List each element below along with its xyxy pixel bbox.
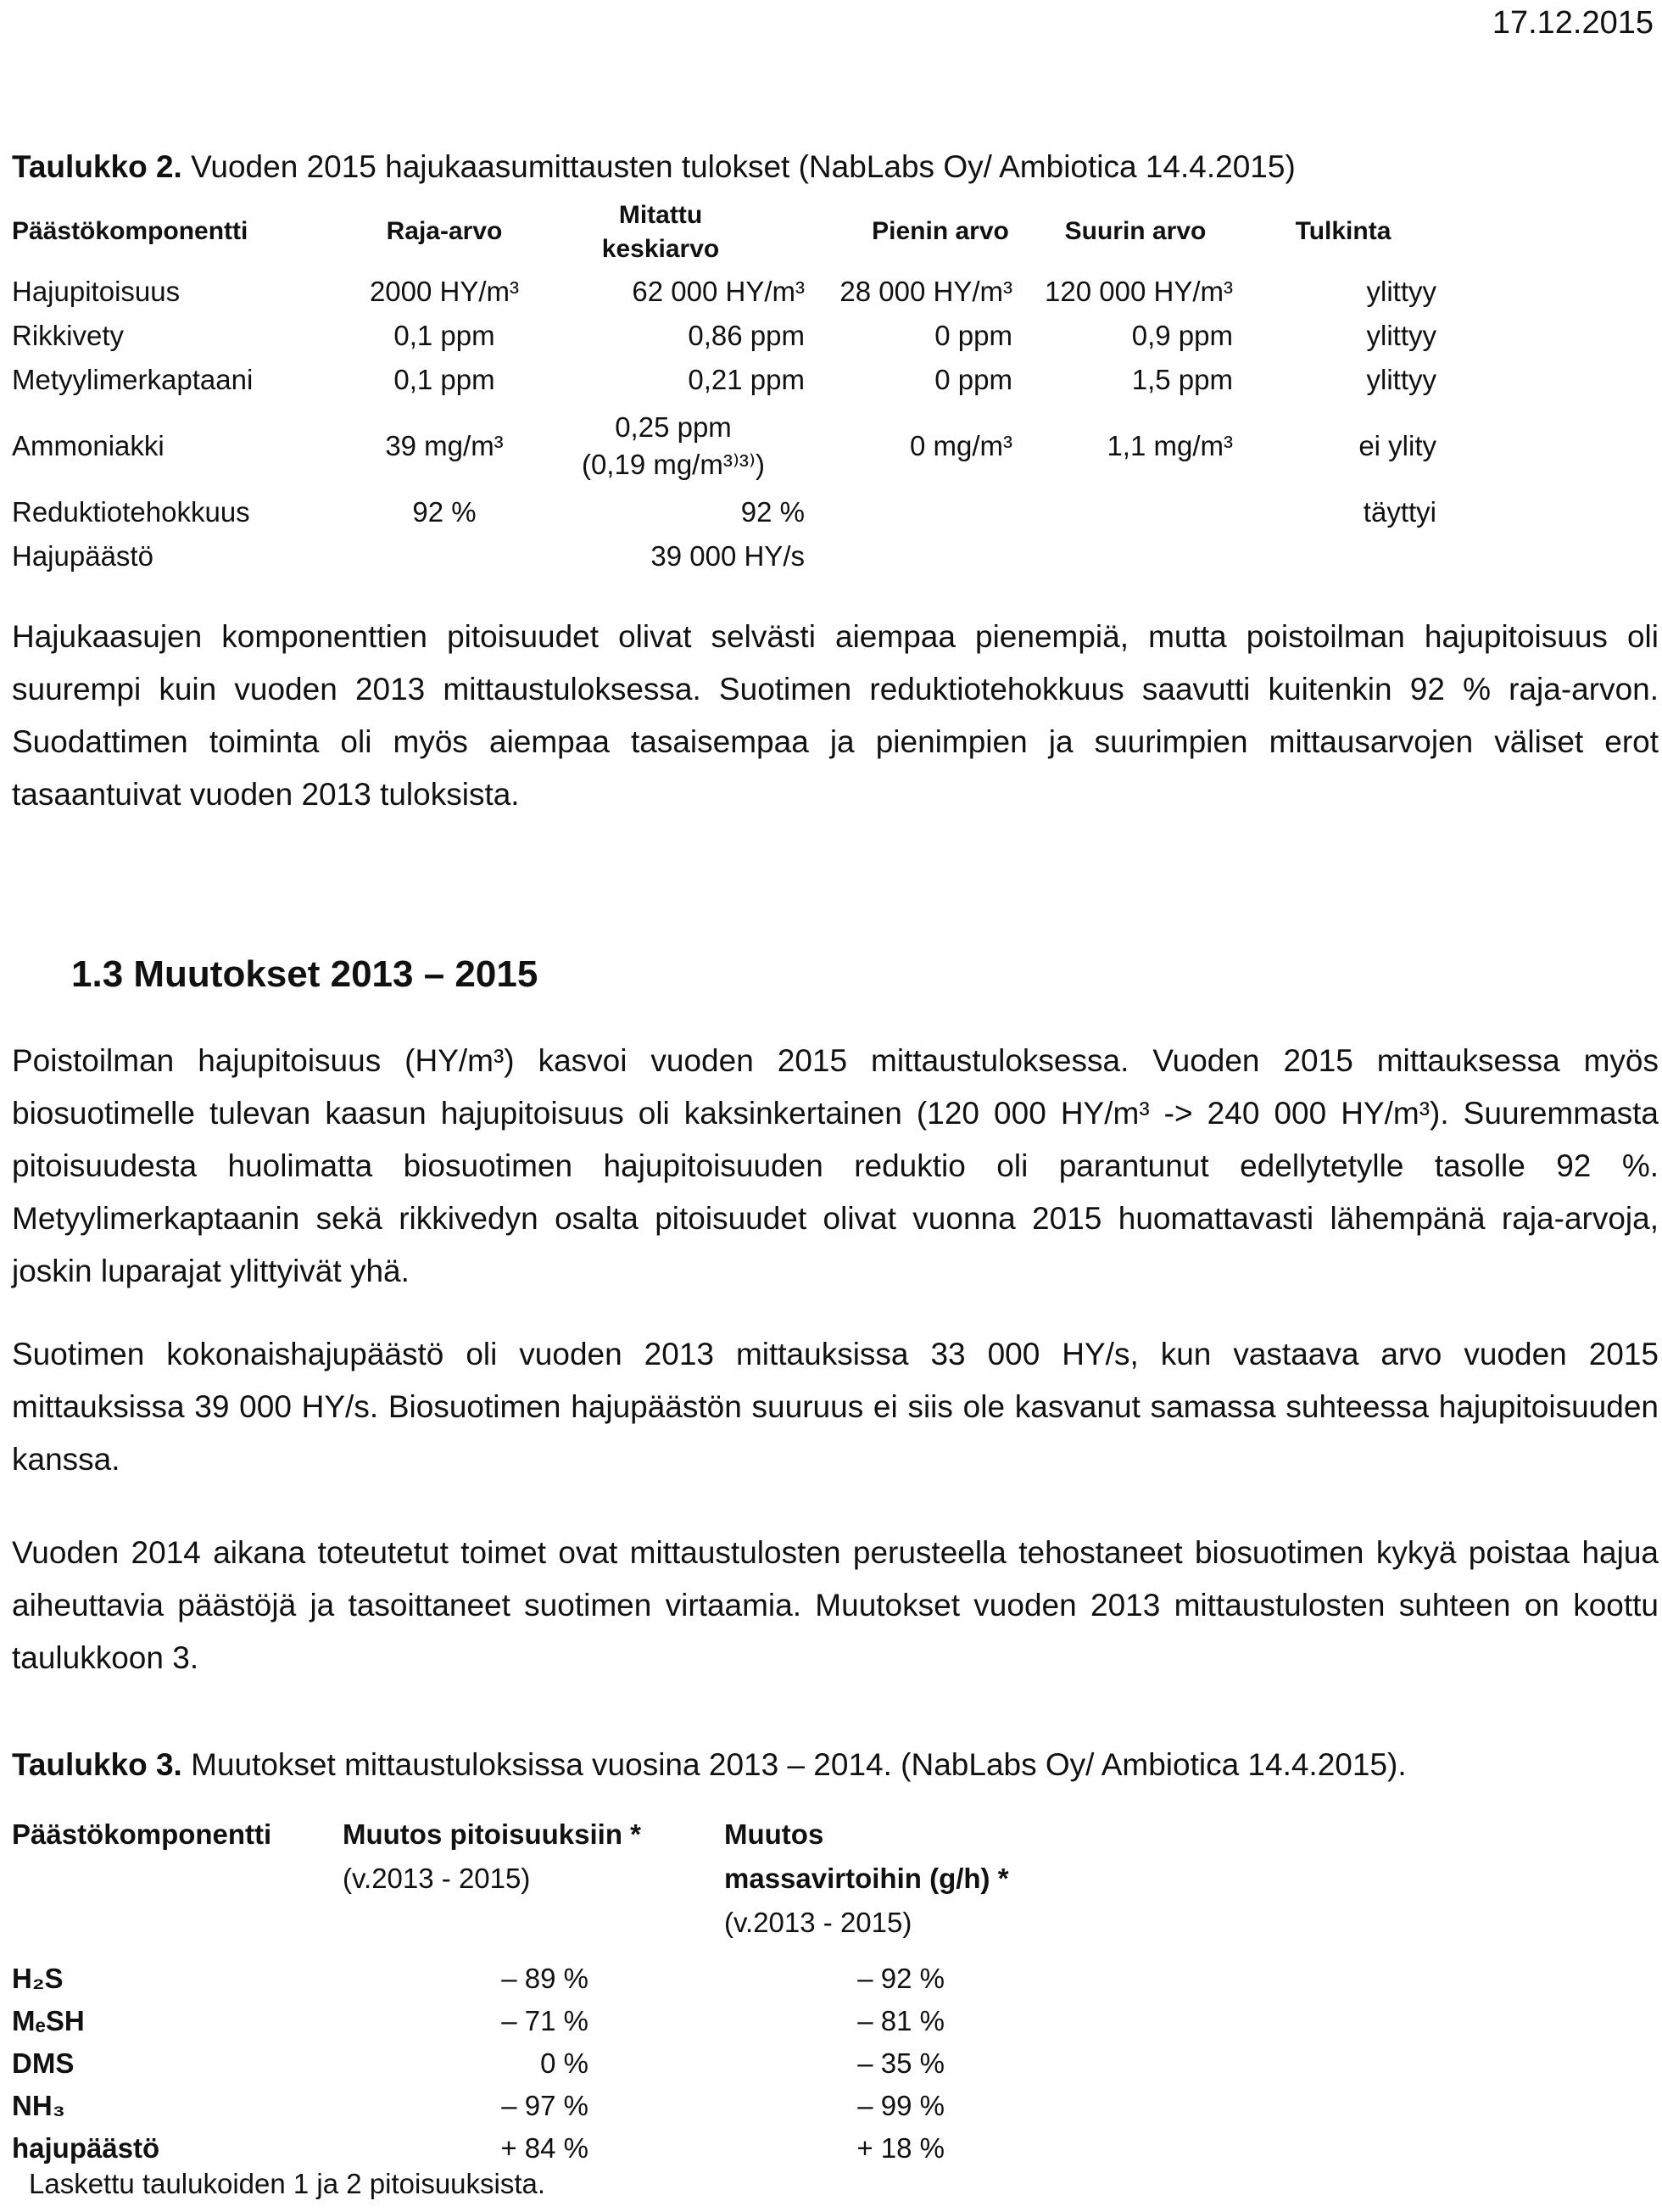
row-limit: 0,1 ppm	[393, 320, 495, 351]
row-conc-change: 0 %	[540, 2047, 588, 2079]
row-max: 1,1 mg/m³	[1107, 430, 1233, 461]
table-row	[12, 2000, 1284, 2042]
row-mean: 39 000 HY/s	[650, 540, 805, 572]
table-row	[12, 402, 1436, 490]
row-mass-change: – 99 %	[857, 2090, 945, 2121]
table3-header-conc-line2: (v.2013 - 2015)	[343, 1863, 531, 1894]
table3-header-conc-line1: Muutos pitoisuuksiin *	[343, 1818, 641, 1850]
row-interpretation: ylittyy	[1366, 276, 1436, 307]
section-heading: 1.3 Muutokset 2013 – 2015	[71, 953, 538, 995]
table2-header-mean-line1: Mitattu	[618, 201, 703, 229]
table3-header	[12, 1810, 1284, 1937]
row-min: 0 ppm	[934, 320, 1012, 351]
row-max: 1,5 ppm	[1131, 364, 1233, 395]
row-mean-line2: (0,19 mg/m³⁾³⁾)	[581, 449, 766, 480]
row-conc-change: – 71 %	[501, 2005, 588, 2036]
page-date: 17.12.2015	[1492, 5, 1654, 41]
table2-caption-text: Vuoden 2015 hajukaasumittausten tulokset (NabLabs Oy/ Ambiotica 14.4.2015)	[181, 149, 1296, 184]
table2-header-mean	[521, 198, 800, 266]
table-row	[12, 534, 1436, 578]
paragraph-2: Poistoilman hajupitoisuus (HY/m³) kasvoi vuoden 2015 mittaustuloksessa. Vuoden 2015 mittauksessa myös biosuotimelle tulevan kaasun hajupitoisuus oli kaksinkertainen (120 000 HY/m³ -> 240 000 HY/m³). Suuremmasta pitoisuudesta huolimatta biosuotimen hajupitoisuuden reduktio oli parantunut edellytetylle tasolle 92 %. Metyylimerkaptaanin sekä rikkivedyn osalta pitoisuudet olivat vuonna 2015 huomattavasti lähempänä raja-arvoja, joskin luparajat ylittyivät yhä.	[12, 1043, 1659, 1288]
row-component: H₂S	[12, 1963, 64, 1994]
row-conc-change: + 84 %	[500, 2132, 588, 2164]
table3-header-mass-line3: (v.2013 - 2015)	[724, 1907, 912, 1938]
row-interpretation: ylittyy	[1366, 364, 1436, 395]
table-row	[12, 490, 1436, 534]
table2-header-max: Suurin arvo	[1064, 217, 1207, 245]
row-min: 0 ppm	[934, 364, 1012, 395]
row-conc-change: – 89 %	[501, 1963, 588, 1994]
row-max: 120 000 HY/m³	[1045, 276, 1233, 307]
row-max: 0,9 ppm	[1131, 320, 1233, 351]
row-mass-change: – 81 %	[857, 2005, 945, 2036]
table3-header-mass-line2: massavirtoihin (g/h) *	[724, 1863, 1009, 1894]
table2-header-limit: Raja-arvo	[386, 217, 503, 245]
paragraph-4: Vuoden 2014 aikana toteutetut toimet ovat mittaustulosten perusteella tehostaneet biosuotimen kykyä poistaa hajua aiheuttavia päästöjä ja tasoittaneet suotimen virtaamia. Muutokset vuoden 2013 mittaustulosten suhteen on koottu taulukkoon 3.	[12, 1535, 1659, 1675]
row-mean: 0,86 ppm	[688, 320, 805, 351]
table-row	[12, 270, 1436, 314]
table2-header-row	[12, 193, 1436, 270]
table2-header-interpretation: Tulkinta	[1295, 217, 1392, 245]
row-interpretation: ei ylity	[1358, 430, 1436, 461]
row-min: 0 mg/m³	[909, 430, 1012, 461]
row-mass-change: – 92 %	[857, 1963, 945, 1994]
row-mean-line1: 0,25 ppm	[615, 411, 732, 443]
row-component: Rikkivety	[12, 320, 125, 351]
table-row	[12, 2127, 1284, 2170]
row-mass-change: – 35 %	[857, 2047, 945, 2079]
row-mean: 62 000 HY/m³	[632, 276, 805, 307]
row-component: MₑSH	[12, 2005, 85, 2036]
table2-header-min: Pienin arvo	[872, 217, 1009, 245]
row-component: Metyylimerkaptaani	[12, 364, 254, 395]
row-limit: 39 mg/m³	[385, 430, 504, 461]
table3-footnote: Laskettu taulukoiden 1 ja 2 pitoisuuksista.	[29, 2168, 546, 2199]
table3	[12, 1810, 1284, 2164]
row-limit: 0,1 ppm	[393, 364, 495, 395]
row-component: Hajupitoisuus	[12, 276, 181, 307]
row-limit: 92 %	[412, 496, 477, 528]
row-component: Hajupäästö	[12, 540, 153, 572]
table3-caption-text: Muutokset mittaustuloksissa vuosina 2013 – 2014. (NabLabs Oy/ Ambiotica 14.4.2015).	[181, 1747, 1407, 1782]
row-min: 28 000 HY/m³	[839, 276, 1012, 307]
row-component: hajupäästö	[12, 2132, 160, 2164]
row-mass-change: + 18 %	[856, 2132, 945, 2164]
table2-caption-label: Taulukko 2.	[12, 149, 182, 184]
row-limit: 2000 HY/m³	[369, 276, 520, 307]
table-row	[12, 314, 1436, 358]
row-component: NH₃	[12, 2090, 65, 2121]
table2-header-component: Päästökomponentti	[12, 217, 248, 245]
row-component: Reduktiotehokkuus	[12, 496, 250, 528]
row-mean: 92 %	[740, 496, 805, 528]
table3-header-component: Päästökomponentti	[12, 1818, 272, 1850]
row-component: Ammoniakki	[12, 430, 165, 461]
row-mean: 0,21 ppm	[688, 364, 805, 395]
paragraph-1: Hajukaasujen komponenttien pitoisuudet olivat selvästi aiempaa pienempiä, mutta poistoilman hajupitoisuus oli suurempi kuin vuoden 2013 mittaustuloksessa. Suotimen reduktiotehokkuus saavutti kuitenkin 92 % raja-arvon. Suodattimen toiminta oli myös aiempaa tasaisempaa ja pienimpien ja suurimpien mittausarvojen väliset erot tasaantuivat vuoden 2013 tuloksista.	[12, 619, 1659, 812]
row-conc-change: – 97 %	[501, 2090, 588, 2121]
table-row	[12, 1958, 1284, 2000]
table3-header-mass-line1: Muutos	[724, 1818, 824, 1850]
row-mean	[542, 409, 805, 483]
table2-header-mean-line2: keskiarvo	[601, 235, 720, 263]
table-row	[12, 358, 1436, 402]
paragraph-3: Suotimen kokonaishajupäästö oli vuoden 2013 mittauksissa 33 000 HY/s, kun vastaava arvo vuoden 2015 mittauksissa 39 000 HY/s. Biosuotimen hajupäästön suuruus ei siis ole kasvanut samassa suhteessa hajupitoisuuden kanssa.	[12, 1337, 1659, 1477]
row-component: DMS	[12, 2047, 75, 2079]
table2	[12, 193, 1436, 578]
table3-caption-label: Taulukko 3.	[12, 1747, 182, 1782]
table3-caption	[12, 1747, 1407, 1783]
table-row	[12, 2042, 1284, 2085]
row-interpretation: täyttyi	[1363, 496, 1436, 528]
table-row	[12, 2085, 1284, 2127]
row-interpretation: ylittyy	[1366, 320, 1436, 351]
table2-caption	[12, 149, 1296, 185]
